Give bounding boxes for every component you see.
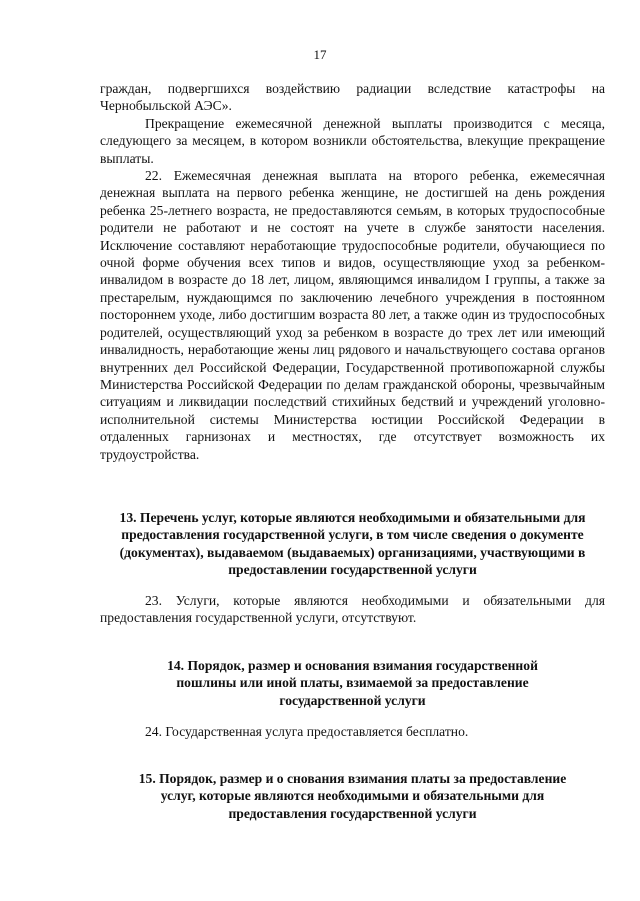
paragraph-23: 23. Услуги, которые являются необходимыми и обязательными для предоставления государственной услуги, отсутствуют. xyxy=(100,593,605,626)
body-text-top xyxy=(100,80,605,463)
paragraph-continuation: граждан, подвергшихся воздействию радиации вследствие катастрофы на Чернобыльской АЭС». xyxy=(100,81,605,114)
page-number: 17 xyxy=(313,47,327,62)
heading-section-13: 13. Перечень услуг, которые являются необходимыми и обязательными для предоставления государственной услуги, в том числе сведения о документе (документах), выдаваемом (выдаваемых) организациями, участвующими в предоставлении государственной услуги xyxy=(119,510,586,578)
paragraph-termination: Прекращение ежемесячной денежной выплаты производится с месяца, следующего за месяцем, в котором возникли обстоятельства, влекущие прекращение выплаты. xyxy=(100,115,605,166)
heading-section-14: 14. Порядок, размер и основания взимания государственной пошлины или иной платы, взимаемой за предоставление государственной услуги xyxy=(167,658,538,708)
paragraph-24: 24. Государственная услуга предоставляется бесплатно. xyxy=(145,724,469,739)
paragraph-22: 22. Ежемесячная денежная выплата на второго ребенка, ежемесячная денежная выплата на первого ребенка женщине, не достигшей на день рождения ребенка 25-летнего возраста, не предоставляются семьям, в которых трудоспособные родители не работают и не состоят на учете в службе занятости населения. Исключение составляют неработающие трудоспособные родители, обучающиеся по очной форме обучения всех типов и видов, осуществляющие уход за ребенком-инвалидом в возрасте до 18 лет, лицом, являющимся инвалидом I группы, а также за престарелым, нуждающимся по заключению лечебного учреждения в постоянном постороннем уходе, либо достигшим возраста 80 лет, а также один из трудоспособных родителей, осуществляющий уход за ребенком в возрасте до трех лет или имеющий инвалидность, неработающие жены лиц рядового и начальствующего состава органов внутренних дел Российской Федерации, Государственной противопожарной службы Министерства Российской Федерации по делам гражданской обороны, чрезвычайным ситуациям и ликвидации последствий стихийных бедствий и учреждений уголовно-исполнительной системы Министерства юстиции Российской Федерации в отдаленных гарнизонах и местностях, где отсутствует возможность их трудоустройства. xyxy=(100,168,605,462)
heading-section-15: 15. Порядок, размер и о снования взимания платы за предоставление услуг, которые являются необходимыми и обязательными для предоставления государственной услуги xyxy=(138,771,567,821)
